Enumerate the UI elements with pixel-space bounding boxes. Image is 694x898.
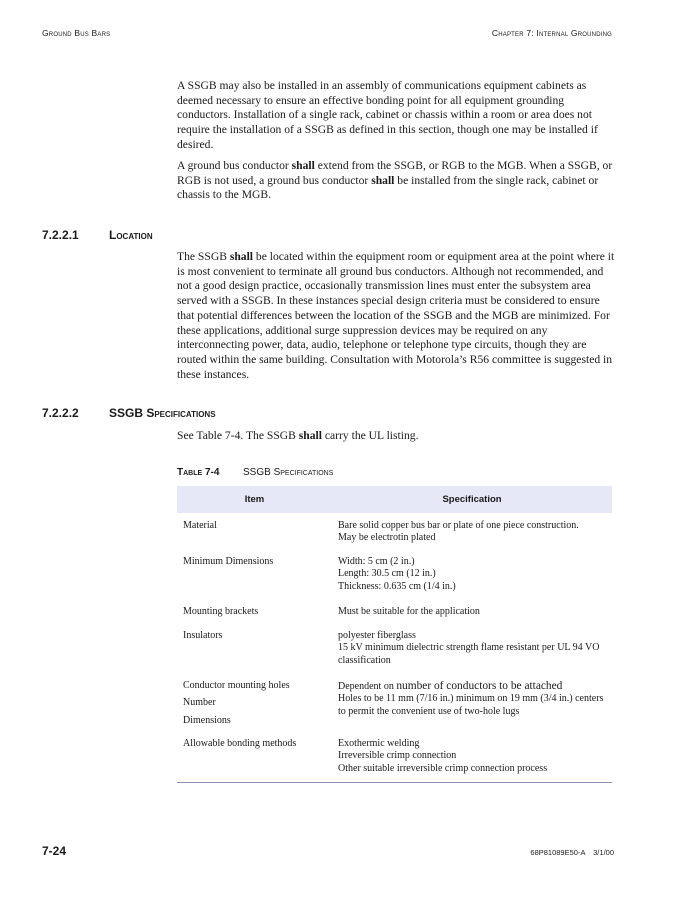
spec-cell: Width: 5 cm (2 in.) Length: 30.5 cm (12 in.) Thickness: 0.635 cm (1/4 in.) (338, 556, 456, 592)
section-title: Location (109, 228, 153, 242)
spec-cell: Dependent on number of conductors to be attached Holes to be 11 mm (7/16 in.) minimum on 19 mm (3/4 in.) centers to permit the convenient use of two-hole lugs (338, 680, 604, 717)
table-caption-label: Table 7-4 (177, 467, 220, 478)
page-number: 7-24 (42, 844, 67, 858)
column-header-specification: Specification (332, 486, 612, 513)
emphasis-shall: shall (229, 250, 254, 263)
emphasis-shall: shall (298, 429, 322, 442)
table-header-row (177, 486, 612, 513)
spec-cell: polyester fiberglass 15 kV minimum dielectric strength flame resistant per UL 94 VO classification (338, 630, 600, 666)
table-row (177, 556, 612, 606)
item-cell: Insulators (183, 630, 223, 641)
item-cell: Conductor mounting holes Number Dimensions (183, 680, 290, 726)
table-row (177, 513, 612, 556)
emphasis-shall: shall (371, 173, 395, 187)
running-header-right: Chapter 7: Internal Grounding (491, 28, 612, 38)
intro-paragraph-2: A ground bus conductor shall extend from the SSGB, or RGB to the MGB. When a SSGB, or RGB is not used, a ground bus conductor shall be installed from the single rack, cabinet or chassis to the MGB. (177, 159, 613, 202)
item-cell: Material (183, 520, 217, 531)
spec-cell: Exothermic welding Irreversible crimp connection Other suitable irreversible crimp connection process (332, 738, 612, 783)
table-caption (177, 467, 333, 478)
table-row (177, 606, 612, 630)
column-header-item: Item (177, 486, 332, 513)
emphasis-shall: shall (291, 159, 315, 172)
table-caption-title: SSGB Specifications (243, 467, 334, 478)
document-date: 3/1/00 (593, 848, 614, 857)
section-number: 7.2.2.2 (42, 406, 79, 420)
document-id: 68P81089E50-A 3/1/00 (530, 848, 614, 857)
section-heading-specifications (42, 406, 216, 420)
table-row (177, 630, 612, 680)
table-row (177, 738, 612, 783)
intro-paragraph-1: A SSGB may also be installed in an assembly of communications equipment cabinets as deemed necessary to ensure an effective bonding point for all equipment grounding conductors. Installation of a single rack, cabinet or chassis within a room or area does not require the installation of a SSGB as defined in this section, though one may be installed if desired. (177, 79, 598, 151)
running-header-left: Ground Bus Bars (42, 28, 111, 38)
table-row (177, 680, 612, 738)
section-number: 7.2.2.1 (42, 228, 79, 242)
spec-cell: Bare solid copper bus bar or plate of one piece construction. May be electrotin plated (338, 520, 579, 544)
section-title: SSGB Specifications (109, 406, 216, 420)
item-cell: Mounting brackets (183, 606, 259, 617)
specifications-paragraph: See Table 7-4. The SSGB shall carry the UL listing. (177, 429, 419, 442)
item-cell: Allowable bonding methods (177, 738, 332, 783)
location-paragraph: The SSGB shall be located within the equipment room or equipment area at the point where it is most convenient to terminate all ground bus conductors. Although not recommended, and not a good design practice, occasionally transmission lines must enter the subsystem area served with a SSGB. In these instances special design criteria must be considered to ensure that potential differences between the location of the SSGB and the MGB are minimized. For these applications, additional surge suppression devices may be required on any interconnecting power, data, audio, telephone or telephone type circuits, though they are routed within the same building. Consultation with Motorola’s R56 committee is suggested in these instances. (177, 250, 615, 381)
item-cell: Minimum Dimensions (183, 556, 274, 567)
spec-cell: Must be suitable for the application (338, 606, 480, 617)
section-heading-location (42, 228, 153, 242)
ssgb-specifications-table (177, 486, 612, 783)
